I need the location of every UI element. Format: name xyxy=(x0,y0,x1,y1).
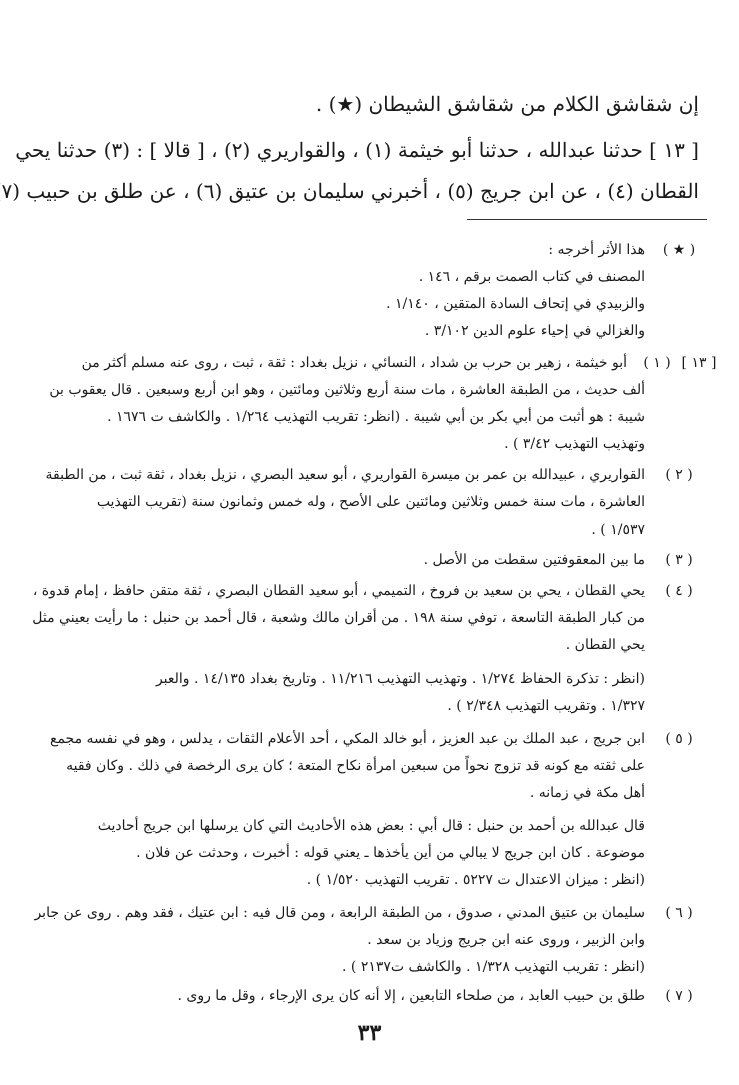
footnote-line: ابن جريج ، عبد الملك بن عبد العزيز ، أبو خالد المكي ، أحد الأعلام الثقات ، يدلس ، وهو في نفسه مجمع xyxy=(50,731,645,747)
footnote-line: موضوعة . كان ابن جريج لا يبالي من أين يأخذها ـ يعني قوله : أخبرت ، وحدثت عن فلان . xyxy=(136,845,645,861)
footnote-line: يحي القطان ، يحي بن سعيد بن فروخ ، التميمي ، أبو سعيد القطان البصري ، ثقة متقن حافظ ، إمام قدوة ، xyxy=(32,583,645,599)
footnote-line: وابن الزبير ، وروى عنه ابن جريج وزياد بن سعد . xyxy=(367,932,645,948)
footnote-number: ( ٥ ) xyxy=(665,731,693,747)
footnote-line: سليمان بن عتيق المدني ، صدوق ، من الطبقة الرابعة ، ومن قال فيه : ابن عتيك ، فقد وهم . روى عن جابر xyxy=(34,905,645,921)
footnote-line: ١/٣٢٧ . وتقريب التهذيب ٢/٣٤٨ ) . xyxy=(447,698,645,714)
footnote-line: العاشرة ، مات سنة خمس وثلاثين ومائتين على الأصح ، وله خمس وثمانون سنة (تقريب التهذيب xyxy=(96,494,645,510)
footnote-line: وتهذيب التهذيب ٣/٤٢ ) . xyxy=(504,436,645,452)
footnote-number: ( ٣ ) xyxy=(665,552,693,568)
footnote-line: من كبار الطبقة التاسعة ، توفي سنة ١٩٨ . من أقران مالك وشعبة ، قال أحمد بن حنبل : ما رأيت بعيني مثل xyxy=(32,610,645,626)
main-text-line: إن شقاشق الكلام من شقاشق الشيطان (★) . xyxy=(315,92,699,116)
footnote-line: (انظر : ميزان الاعتدال ت ٥٢٢٧ . تقريب التهذيب ١/٥٢٠ ) . xyxy=(306,872,645,888)
footnote-divider xyxy=(467,219,707,220)
footnote-line: يحي القطان . xyxy=(565,637,645,653)
main-text-line: [ ١٣ ] حدثنا عبدالله ، حدثنا أبو خيثمة (١) ، والقواريري (٢) ، [ قالا ] : (٣) حدثنا يحي xyxy=(15,138,699,162)
page-number: ٣٣ xyxy=(357,1020,382,1046)
footnote-line: أبو خيثمة ، زهير بن حرب بن شداد ، النسائي ، نزيل بغداد : ثقة ، ثبت ، روى عنه مسلم أكثر من xyxy=(81,355,627,371)
footnote-line: ألف حديث ، من الطبقة العاشرة ، مات سنة أربع وثلاثين ومائتين ، وهو ابن أربع وسبعين . قال يعقوب بن xyxy=(49,382,645,398)
main-text-line: القطان (٤) ، عن ابن جريج (٥) ، أخبرني سليمان بن عتيق (٦) ، عن طلق بن حبيب (٧ xyxy=(1,179,699,203)
footnote-line: ١/٥٣٧ ) . xyxy=(591,522,645,538)
footnote-line: (انظر : تذكرة الحفاظ ١/٢٧٤ . وتهذيب التهذيب ١١/٢١٦ . وتاريخ بغداد ١٤/١٣٥ . والعبر xyxy=(155,671,645,687)
footnote-line: المصنف في كتاب الصمت برقم ، ١٤٦ . xyxy=(418,269,645,285)
footnote-line: ما بين المعقوفتين سقطت من الأصل . xyxy=(423,552,645,568)
footnote-line: والزبيدي في إتحاف السادة المتقين ، ١/١٤٠ . xyxy=(386,296,645,312)
footnote-line: هذا الأثر أخرجه : xyxy=(548,242,645,258)
footnote-line: قال عبدالله بن أحمد بن حنبل : قال أبي : بعض هذه الأحاديث التي كان يرسلها ابن جريج أحاديث xyxy=(97,818,645,834)
footnote-sub-number: ( ١ ) xyxy=(643,355,671,371)
footnote-line: (انظر : تقريب التهذيب ١/٣٢٨ . والكاشف ت٢١٣٧ ) . xyxy=(342,959,645,975)
footnote-line: أهل مكة في زمانه . xyxy=(529,785,645,801)
footnote-number: ( ٢ ) xyxy=(665,467,693,483)
footnote-number: [ ١٣ ] xyxy=(681,355,717,371)
footnote-number: ( ٦ ) xyxy=(665,905,693,921)
footnote-line: طلق بن حبيب العابد ، من صلحاء التابعين ، إلا أنه كان يرى الإرجاء ، وقل ما روى . xyxy=(177,988,645,1004)
footnote-number: ( ٤ ) xyxy=(665,583,693,599)
footnote-line: والغزالي في إحياء علوم الدين ٣/١٠٢ . xyxy=(424,323,645,339)
footnote-line: شيبة : هو أثبت من أبي بكر بن أبي شيبة . (انظر: تقريب التهذيب ١/٢٦٤ . والكاشف ت ١٦٧٦ . xyxy=(107,409,645,425)
footnote-number: ( ٧ ) xyxy=(665,988,693,1004)
footnote-number: ( ★ ) xyxy=(662,242,696,258)
footnote-line: على ثقته مع كونه قد تزوج نحواً من سبعين امرأة نكاح المتعة ؛ كان يرى الرخصة في ذلك . وكان فقيه xyxy=(66,758,645,774)
footnote-line: القواريري ، عبيدالله بن عمر بن ميسرة القواريري ، أبو سعيد البصري ، نزيل بغداد ، ثقة ثبت ، من الطبقة xyxy=(45,467,645,483)
